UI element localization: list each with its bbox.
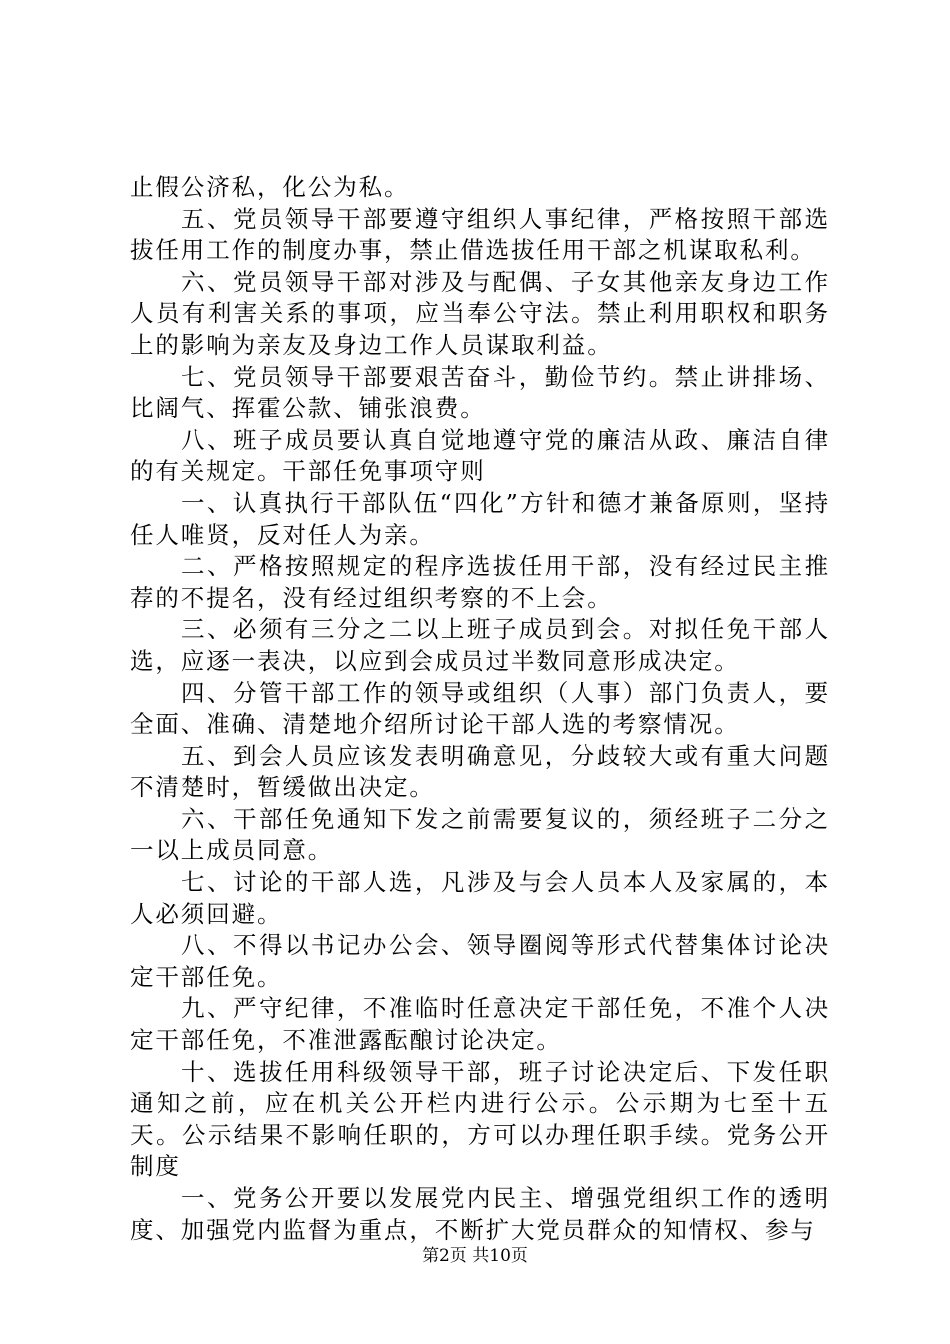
paragraph-rule-4: 四、分管干部工作的领导或组织（人事）部门负责人，要全面、准确、清楚地介绍所讨论干部人选的考察情况。 [130,678,830,739]
page-footer [0,1241,950,1266]
paragraph-rule-6: 六、干部任免通知下发之前需要复议的，须经班子二分之一以上成员同意。 [130,804,830,865]
paragraph-rule-3: 三、必须有三分之二以上班子成员到会。对拟任免干部人选，应逐一表决，以应到会成员过半数同意形成决定。 [130,615,830,675]
page-number-label: 第2页 共10页 [422,1246,528,1266]
paragraph-item-6-relatives: 六、党员领导干部对涉及与配偶、子女其他亲友身边工作人员有利害关系的事项，应当奉公守法。禁止利用职权和职务上的影响为亲友及身边工作人员谋取利益。 [130,267,830,359]
paragraph-rule-8: 八、不得以书记办公会、领导圈阅等形式代替集体讨论决定干部任免。 [130,931,830,991]
paragraph-rule-5: 五、到会人员应该发表明确意见，分歧较大或有重大问题不清楚时，暂缓做出决定。 [130,741,830,802]
paragraph-rule-7: 七、讨论的干部人选，凡涉及与会人员本人及家属的，本人必须回避。 [130,868,830,928]
paragraph-publicity-1: 一、党务公开要以发展党内民主、增强党组织工作的透明度、加强党内监督为重点，不断扩大党员群众的知情权、参与 [130,1184,830,1244]
paragraph-rule-10: 十、选拔任用科级领导干部，班子讨论决定后、下发任职通知之前，应在机关公开栏内进行公示。公示期为七至十五天。公示结果不影响任职的，方可以办理任职手续。党务公开制度 [130,1057,830,1181]
paragraph-continuation: 止假公济私，化公为私。 [130,173,410,201]
paragraph-item-5-discipline: 五、党员领导干部要遵守组织人事纪律，严格按照干部选拔任用工作的制度办事，禁止借选拔任用干部之机谋取私利。 [130,204,830,265]
document-body [130,172,830,1246]
paragraph-rule-1: 一、认真执行干部队伍“四化”方针和德才兼备原则，坚持任人唯贤，反对任人为亲。 [130,488,830,549]
paragraph-rule-9: 九、严守纪律，不准临时任意决定干部任免，不准个人决定干部任免，不准泄露酝酿讨论决定。 [130,994,830,1055]
paragraph-rule-2: 二、严格按照规定的程序选拔任用干部，没有经过民主推荐的不提名，没有经过组织考察的不上会。 [130,552,830,612]
paragraph-item-7-frugality: 七、党员领导干部要艰苦奋斗，勤俭节约。禁止讲排场、比阔气、挥霍公款、铺张浪费。 [130,362,830,423]
paragraph-item-8-integrity: 八、班子成员要认真自觉地遵守党的廉洁从政、廉洁自律的有关规定。干部任免事项守则 [130,425,830,486]
